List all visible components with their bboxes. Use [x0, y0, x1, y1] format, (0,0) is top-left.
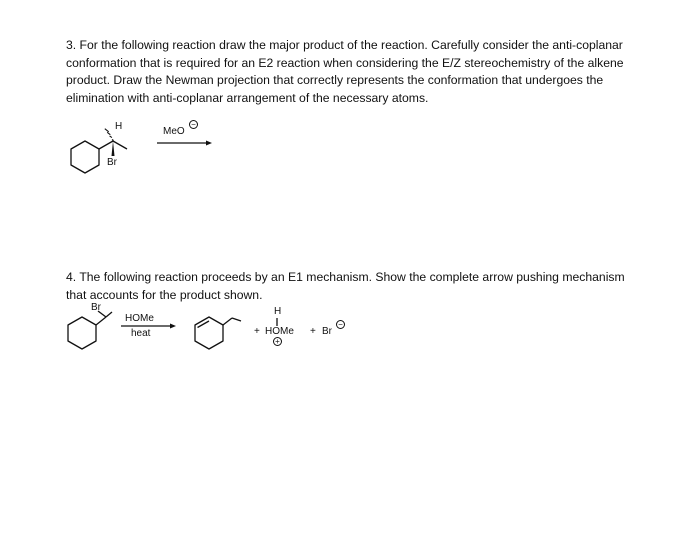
label-h-q3: H [115, 121, 123, 132]
question-3-text: 3. For the following reaction draw the major product of the reaction. Carefully consider the anti-coplanar conformation that is required for an E2 reaction when considering the E/Z stereochemistry of the alkene product. Draw the Newman projection that correctly represents the conformation that undergoes the elimination with anti-coplanar arrangement of the necessary atoms. [66, 38, 624, 105]
byproduct-methyloxonium: HOMe [265, 326, 294, 337]
label-br-q4: Br [91, 302, 101, 313]
cyclohexene-ring-product [195, 317, 223, 349]
reagent-methoxide: MeO [163, 126, 185, 137]
reagent-heat: heat [131, 328, 151, 339]
reagent-methanol: HOMe [125, 313, 154, 324]
label-br-q3: Br [107, 157, 117, 168]
bromide-ion: Br [322, 326, 332, 337]
label-h-byproduct: H [274, 306, 282, 317]
plus-sign-1: + [254, 326, 260, 337]
negative-charge-icon: − [189, 120, 198, 129]
question-4-text: 4. The following reaction proceeds by an E1 mechanism. Show the complete arrow pushing mechanism that accounts for the product shown. [66, 270, 625, 302]
positive-charge-icon: + [273, 337, 282, 346]
negative-charge-icon-bromide: − [336, 320, 345, 329]
cyclohexane-ring-start [68, 317, 96, 349]
plus-sign-2: + [310, 326, 316, 337]
